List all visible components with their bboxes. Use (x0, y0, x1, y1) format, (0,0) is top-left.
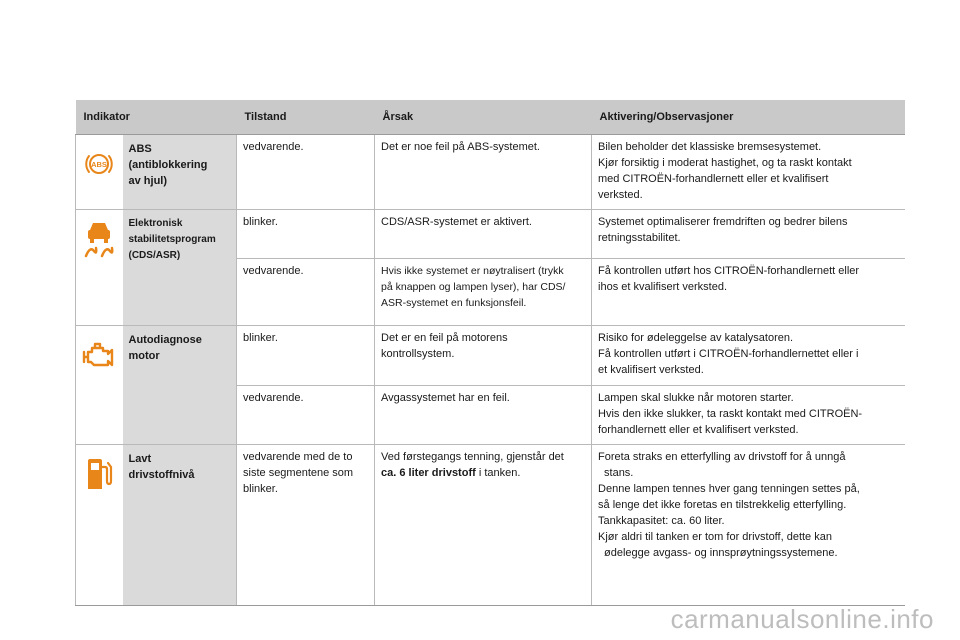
engine-a-state (237, 326, 375, 386)
abs-warning-icon (82, 147, 116, 181)
header-aktivering: Aktivering/Observasjoner (592, 100, 905, 135)
stability-control-icon (82, 220, 116, 260)
esp-b-obs-2: ihos et kvalifisert verksted. (598, 281, 728, 293)
engine-name-2: motor (128, 350, 160, 362)
fuel-cause (375, 445, 592, 606)
fuel-state-1: vedvarende med de to (243, 451, 353, 463)
esp-b-state-text: vedvarende. (243, 265, 304, 277)
engine-a-cause-2: kontrollsystem. (381, 348, 455, 360)
fuel-obs-5: Tankkapasitet: ca. 60 liter. (598, 515, 725, 527)
engine-b-obs (592, 386, 905, 445)
fuel-obs-2: stans. (604, 467, 634, 479)
engine-b-state (237, 386, 375, 445)
abs-name-3: av hjul) (128, 175, 168, 187)
engine-a-state-text: blinker. (243, 332, 278, 344)
fuel-state-2: siste segmentene som (243, 467, 354, 479)
esp-a-obs-1: Systemet optimaliserer fremdriften og bedrer bilens (598, 216, 848, 228)
header-tilstand: Tilstand (237, 100, 375, 135)
svg-text:ABS: ABS (91, 160, 108, 169)
fuel-name-2: drivstoffnivå (128, 469, 195, 481)
icon-cell-esp (76, 210, 123, 326)
abs-name-2: (antiblokkering (128, 159, 208, 171)
fuel-state-3: blinker. (243, 483, 278, 495)
icon-cell-abs (76, 135, 123, 210)
engine-b-obs-3: forhandlernett eller et kvalifisert verksted. (598, 424, 799, 436)
esp-a-obs (592, 210, 905, 259)
name-cell-esp (123, 210, 237, 326)
header-indikator: Indikator (76, 100, 237, 135)
icon-cell-fuel (76, 445, 123, 606)
esp-b-obs-1: Få kontrollen utført hos CITROËN-forhandlernett eller (598, 265, 860, 277)
watermark: carmanualsonline.info (670, 604, 934, 634)
esp-a-cause (375, 210, 592, 259)
esp-b-obs (592, 259, 905, 326)
fuel-obs-6: Kjør aldri til tanken er tom for drivstoff, dette kan (598, 531, 832, 543)
table-row-engine-a (76, 326, 905, 386)
table-header-row (76, 100, 905, 135)
esp-a-state (237, 210, 375, 259)
esp-b-cause-1: Hvis ikke systemet er nøytralisert (trykk (381, 265, 564, 277)
fuel-cause-2-rest: i tanken. (475, 467, 521, 479)
fuel-obs-1: Foreta straks en etterfylling av drivstoff for å unngå (598, 451, 846, 463)
esp-a-obs-2: retningsstabilitet. (598, 232, 681, 244)
abs-obs-1: Bilen beholder det klassiske bremsesystemet. (598, 141, 822, 153)
engine-b-obs-1: Lampen skal slukke når motoren starter. (598, 392, 794, 404)
name-cell-engine (123, 326, 237, 445)
fuel-obs (592, 445, 905, 606)
esp-b-state (237, 259, 375, 326)
engine-name-1: Autodiagnose (128, 334, 202, 346)
abs-state-text: vedvarende. (243, 141, 304, 153)
engine-a-obs-3: et kvalifisert verksted. (598, 364, 704, 376)
esp-b-cause-2: på knappen og lampen lyser), har CDS/ (381, 281, 566, 293)
abs-obs-4: verksted. (598, 189, 643, 201)
engine-a-cause (375, 326, 592, 386)
abs-obs-3: med CITROËN-forhandlernett eller et kvalifisert (598, 173, 829, 185)
fuel-name-1: Lavt (128, 453, 152, 465)
fuel-obs-3: Denne lampen tennes hver gang tenningen settes på, (598, 483, 860, 495)
engine-b-state-text: vedvarende. (243, 392, 304, 404)
abs-obs-2: Kjør forsiktig i moderat hastighet, og ta raskt kontakt (598, 157, 852, 169)
engine-b-obs-2: Hvis den ikke slukker, ta raskt kontakt med CITROËN- (598, 408, 863, 420)
fuel-cause-2-bold: ca. 6 liter drivstoff (381, 467, 476, 479)
engine-a-obs-2: Få kontrollen utført i CITROËN-forhandlernettet eller i (598, 348, 859, 360)
engine-a-obs-1: Risiko for ødeleggelse av katalysatoren. (598, 332, 794, 344)
esp-name-1: Elektronisk (128, 218, 183, 229)
fuel-state (237, 445, 375, 606)
fuel-obs-4: så lenge det ikke foretas en tilstrekkelig etterfylling. (598, 499, 847, 511)
fuel-obs-7: ødelegge avgass- og innsprøytningssystemene. (604, 547, 838, 559)
esp-a-cause-text: CDS/ASR-systemet er aktivert. (381, 216, 532, 228)
table-row-abs (76, 135, 905, 210)
esp-b-cause-3: ASR-systemet en funksjonsfeil. (381, 297, 527, 309)
engine-b-cause (375, 386, 592, 445)
engine-a-obs (592, 326, 905, 386)
esp-name-3: (CDS/ASR) (128, 250, 181, 261)
esp-b-cause (375, 259, 592, 326)
abs-name-1: ABS (128, 143, 152, 155)
fuel-pump-icon (84, 457, 114, 491)
abs-state (237, 135, 375, 210)
fuel-cause-2 (381, 465, 585, 481)
engine-b-cause-text: Avgassystemet har en feil. (381, 392, 510, 404)
indicator-table (75, 100, 905, 606)
engine-check-icon (81, 340, 117, 370)
name-cell-abs (123, 135, 237, 210)
esp-name-2: stabilitetsprogram (128, 234, 216, 245)
name-cell-fuel (123, 445, 237, 606)
engine-a-cause-1: Det er en feil på motorens (381, 332, 508, 344)
table-row-fuel (76, 445, 905, 606)
table-row-esp-a (76, 210, 905, 259)
abs-cause-text: Det er noe feil på ABS-systemet. (381, 141, 540, 153)
fuel-cause-1: Ved førstegangs tenning, gjenstår det (381, 451, 564, 463)
icon-cell-engine (76, 326, 123, 445)
header-arsak: Årsak (375, 100, 592, 135)
esp-a-state-text: blinker. (243, 216, 278, 228)
abs-obs (592, 135, 905, 210)
abs-cause (375, 135, 592, 210)
